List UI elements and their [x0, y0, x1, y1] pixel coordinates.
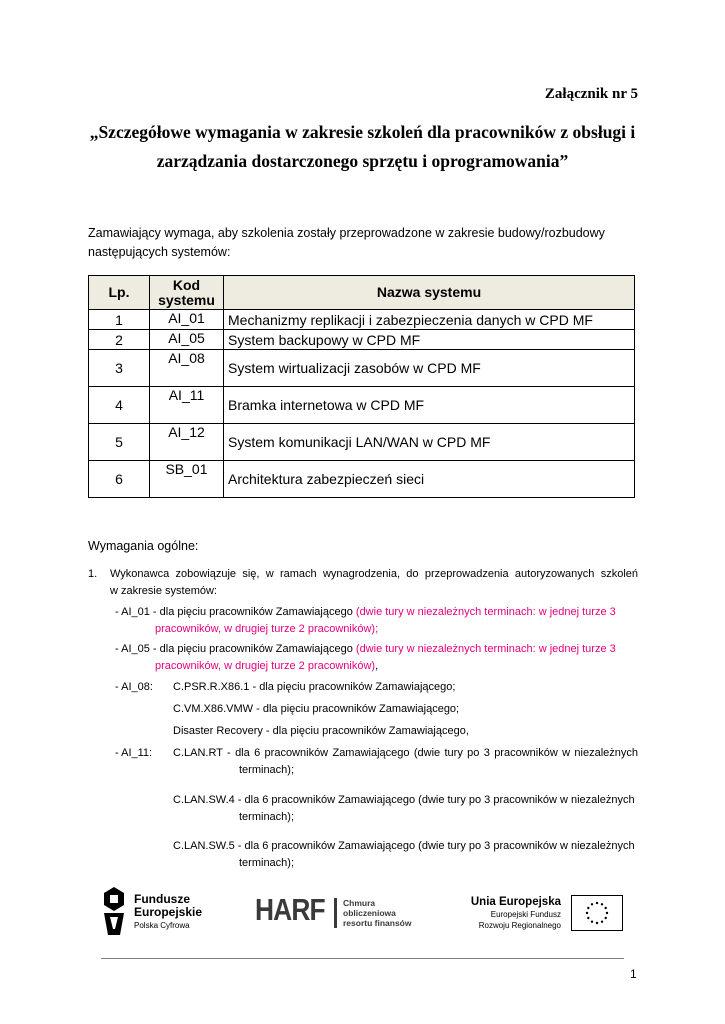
harf-logo: [255, 892, 425, 932]
fe-line-2: Europejskie: [134, 905, 203, 919]
cell-kod: AI_12: [150, 424, 224, 461]
intro-line-2: następujących systemów:: [88, 245, 231, 259]
cell-lp: 5: [89, 424, 150, 461]
cell-nazwa: Architektura zabezpieczeń sieci: [224, 461, 635, 498]
ai01-note-cont: pracowników, w drugiej turze 2 pracowników);: [155, 623, 379, 635]
ai05-note-cont: pracowników, w drugiej turze 2 pracowników): [155, 660, 376, 672]
cell-lp: 4: [89, 387, 150, 424]
ai11-item-3: C.LAN.SW.5 - dla 6 pracowników Zamawiającego (dwie tury po 3 pracowników w niezależnych: [173, 840, 635, 852]
ue-text-block: [461, 895, 561, 935]
header-lp: Lp.: [89, 276, 150, 310]
table-header-row: [89, 276, 635, 310]
eu-flag-icon: [571, 895, 623, 931]
fe-line-3: Polska Cyfrowa: [134, 921, 190, 930]
harf-wordmark: HARF: [255, 892, 325, 927]
harf-sub-2: obliczeniowa: [343, 908, 396, 918]
item-1-line-2: w zakresie systemów:: [110, 585, 217, 597]
ai05-note-cont-line: [155, 658, 378, 675]
item-1-number: 1.: [88, 568, 98, 580]
ai11-item-2-cont: terminach);: [239, 811, 295, 823]
table-row: [89, 387, 635, 424]
fe-line-1: Fundusze: [134, 892, 190, 906]
cell-nazwa: System wirtualizacji zasobów w CPD MF: [224, 350, 635, 387]
footer-divider: [101, 958, 624, 959]
cell-nazwa: System komunikacji LAN/WAN w CPD MF: [224, 424, 635, 461]
cell-nazwa: Bramka internetowa w CPD MF: [224, 387, 635, 424]
cell-lp: 1: [89, 310, 150, 330]
fundusze-europejskie-logo: [100, 887, 215, 935]
table-row: [89, 461, 635, 498]
ue-line-2: Europejski Fundusz: [490, 910, 561, 919]
header-nazwa: Nazwa systemu: [224, 276, 635, 310]
table-row: [89, 350, 635, 387]
table-row: [89, 424, 635, 461]
ai01-note: (dwie tury w niezależnych terminach: w jednej turze 3: [355, 606, 616, 618]
annex-label: Załącznik nr 5: [544, 86, 638, 102]
ai11-item-1-cont: terminach);: [239, 764, 295, 776]
ai11-item-2: C.LAN.SW.4 - dla 6 pracowników Zamawiającego (dwie tury po 3 pracowników w niezależnych: [173, 794, 635, 806]
ai08-item-2: C.VM.X86.VMW - dla pięciu pracowników Zamawiającego;: [173, 703, 460, 715]
header-kod-line-1: Kod: [172, 276, 201, 293]
ai05-text: - AI_05 - dla pięciu pracowników Zamawiającego: [115, 643, 356, 655]
harf-divider: [334, 898, 337, 928]
general-requirements-heading: Wymagania ogólne:: [88, 539, 199, 553]
cell-lp: 2: [89, 330, 150, 350]
ai08-item-1: C.PSR.R.X86.1 - dla pięciu pracowników Zamawiającego;: [173, 681, 456, 693]
cell-nazwa: Mechanizmy replikacji i zabezpieczenia danych w CPD MF: [224, 310, 635, 330]
title-line-1: „Szczegółowe wymagania w zakresie szkoleń dla pracowników z obsługi i: [89, 122, 636, 142]
cell-lp: 3: [89, 350, 150, 387]
ue-line-1: Unia Europejska: [470, 896, 561, 908]
table-row: [89, 330, 635, 350]
intro-line-1: Zamawiający wymaga, aby szkolenia zostały przeprowadzone w zakresie budowy/rozbudowy: [88, 226, 605, 240]
intro-paragraph: [88, 224, 648, 262]
ai08-label: - AI_08:: [115, 681, 153, 693]
ai11-item-3-cont: terminach);: [239, 857, 295, 869]
ai11-label: - AI_11:: [115, 747, 153, 759]
ai05-line: [115, 641, 638, 658]
cell-nazwa: System backupowy w CPD MF: [224, 330, 635, 350]
table-row: [89, 310, 635, 330]
document-title: [60, 118, 665, 176]
ai05-note: (dwie tury w niezależnych terminach: w jednej turze 3: [355, 643, 616, 655]
ai01-text: - AI_01 - dla pięciu pracowników Zamawiającego: [115, 606, 356, 618]
cell-lp: 6: [89, 461, 150, 498]
cell-kod: AI_01: [150, 310, 224, 330]
title-line-2: zarządzania dostarczonego sprzętu i oprogramowania”: [156, 151, 569, 171]
item-1-line-1: Wykonawca zobowiązuje się, w ramach wynagrodzenia, do przeprowadzenia autoryzowanych szkoleń: [110, 568, 638, 580]
fe-star-mark-icon: [100, 887, 128, 935]
harf-sub-3: resortu finansów: [343, 918, 412, 928]
ue-line-3: Rozwoju Regionalnego: [478, 921, 561, 930]
ai05-comma: ,: [375, 660, 379, 672]
cell-kod: AI_08: [150, 350, 224, 387]
harf-sub-1: Chmura: [343, 898, 376, 908]
ai11-item-1: C.LAN.RT - dla 6 pracowników Zamawiającego (dwie tury po 3 pracowników w niezależnych: [173, 747, 638, 759]
header-kod: [150, 276, 224, 310]
systems-table: [88, 275, 635, 498]
ai08-item-3: Disaster Recovery - dla pięciu pracowników Zamawiającego,: [173, 725, 469, 737]
header-kod-line-2: systemu: [158, 291, 215, 308]
page-number: 1: [630, 967, 637, 981]
ai01-line: [115, 604, 638, 621]
cell-kod: AI_05: [150, 330, 224, 350]
cell-kod: AI_11: [150, 387, 224, 424]
cell-kod: SB_01: [150, 461, 224, 498]
